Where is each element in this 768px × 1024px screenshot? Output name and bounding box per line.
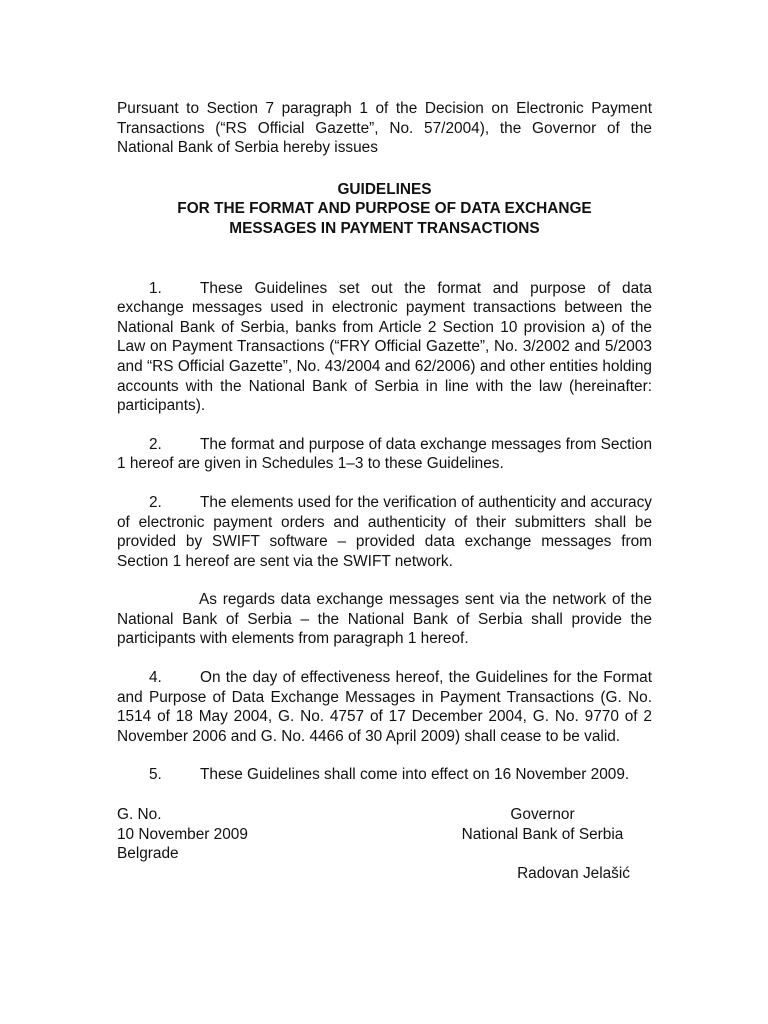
- section-text: These Guidelines shall come into effect on 16 November 2009.: [200, 766, 630, 784]
- signature-block: [117, 805, 652, 895]
- reference-number: G. No.: [117, 806, 162, 824]
- title-line-2: FOR THE FORMAT AND PURPOSE OF DATA EXCHANGE: [177, 200, 592, 218]
- section-text: On the day of effectiveness hereof, the Guidelines for the Format and Purpose of Data Exchange Messages in Payment Transactions (G. No. 1514 of 18 May 2004, G. No. 4757 of 17 December 2004, G. No. 9770 of 2 November 2006 and G. No. 4466 of 30 April 2009) shall cease to be valid.: [117, 669, 652, 745]
- section-2: [117, 435, 652, 474]
- document-reference: [117, 805, 248, 864]
- section-number: 1.: [149, 279, 162, 297]
- signatory-name: Radovan Jelašić: [517, 865, 630, 883]
- section-1: [117, 279, 652, 416]
- issue-place: Belgrade: [117, 845, 179, 863]
- signatory-title: Governor: [510, 806, 575, 824]
- issue-date: 10 November 2009: [117, 825, 248, 843]
- section-4: [117, 668, 652, 746]
- section-text: The elements used for the verification of authenticity and accuracy of electronic payment orders and authenticity of their submitters shall be provided by SWIFT software – provided data exchange messages from Section 1 hereof are sent via the SWIFT network.: [117, 493, 652, 570]
- document-title: [117, 180, 652, 239]
- document-page: [117, 99, 652, 895]
- signatory-position: [455, 805, 630, 844]
- section-5: [117, 765, 652, 785]
- section-3: [117, 493, 652, 571]
- title-line-1: GUIDELINES: [337, 180, 432, 198]
- preamble-paragraph: Pursuant to Section 7 paragraph 1 of the Decision on Electronic Payment Transactions (“RS Official Gazette”, No. 57/2004), the Governor of the National Bank of Serbia hereby issues: [117, 100, 652, 157]
- section-number: 4.: [149, 669, 162, 687]
- title-line-3: MESSAGES IN PAYMENT TRANSACTIONS: [229, 219, 540, 237]
- section-3-paragraph-2: [117, 590, 652, 649]
- section-text: As regards data exchange messages sent via the network of the National Bank of Serbia – the National Bank of Serbia shall provide the participants with elements from paragraph 1 hereof.: [117, 591, 652, 648]
- section-number: 2.: [149, 435, 162, 453]
- section-number: 5.: [149, 766, 162, 784]
- section-text: The format and purpose of data exchange messages from Section 1 hereof are given in Schedules 1–3 to these Guidelines.: [117, 435, 652, 473]
- section-number: 2.: [149, 493, 162, 511]
- institution-name: National Bank of Serbia: [461, 825, 624, 843]
- section-text: These Guidelines set out the format and purpose of data exchange messages used in electronic payment transactions between the National Bank of Serbia, banks from Article 2 Section 10 provision a) of the Law on Payment Transactions (“FRY Official Gazette”, No. 3/2002 and 5/2003 and “RS Official Gazette”, No. 43/2004 and 62/2006) and other entities holding accounts with the National Bank of Serbia in line with the law (hereinafter: participants).: [117, 279, 652, 415]
